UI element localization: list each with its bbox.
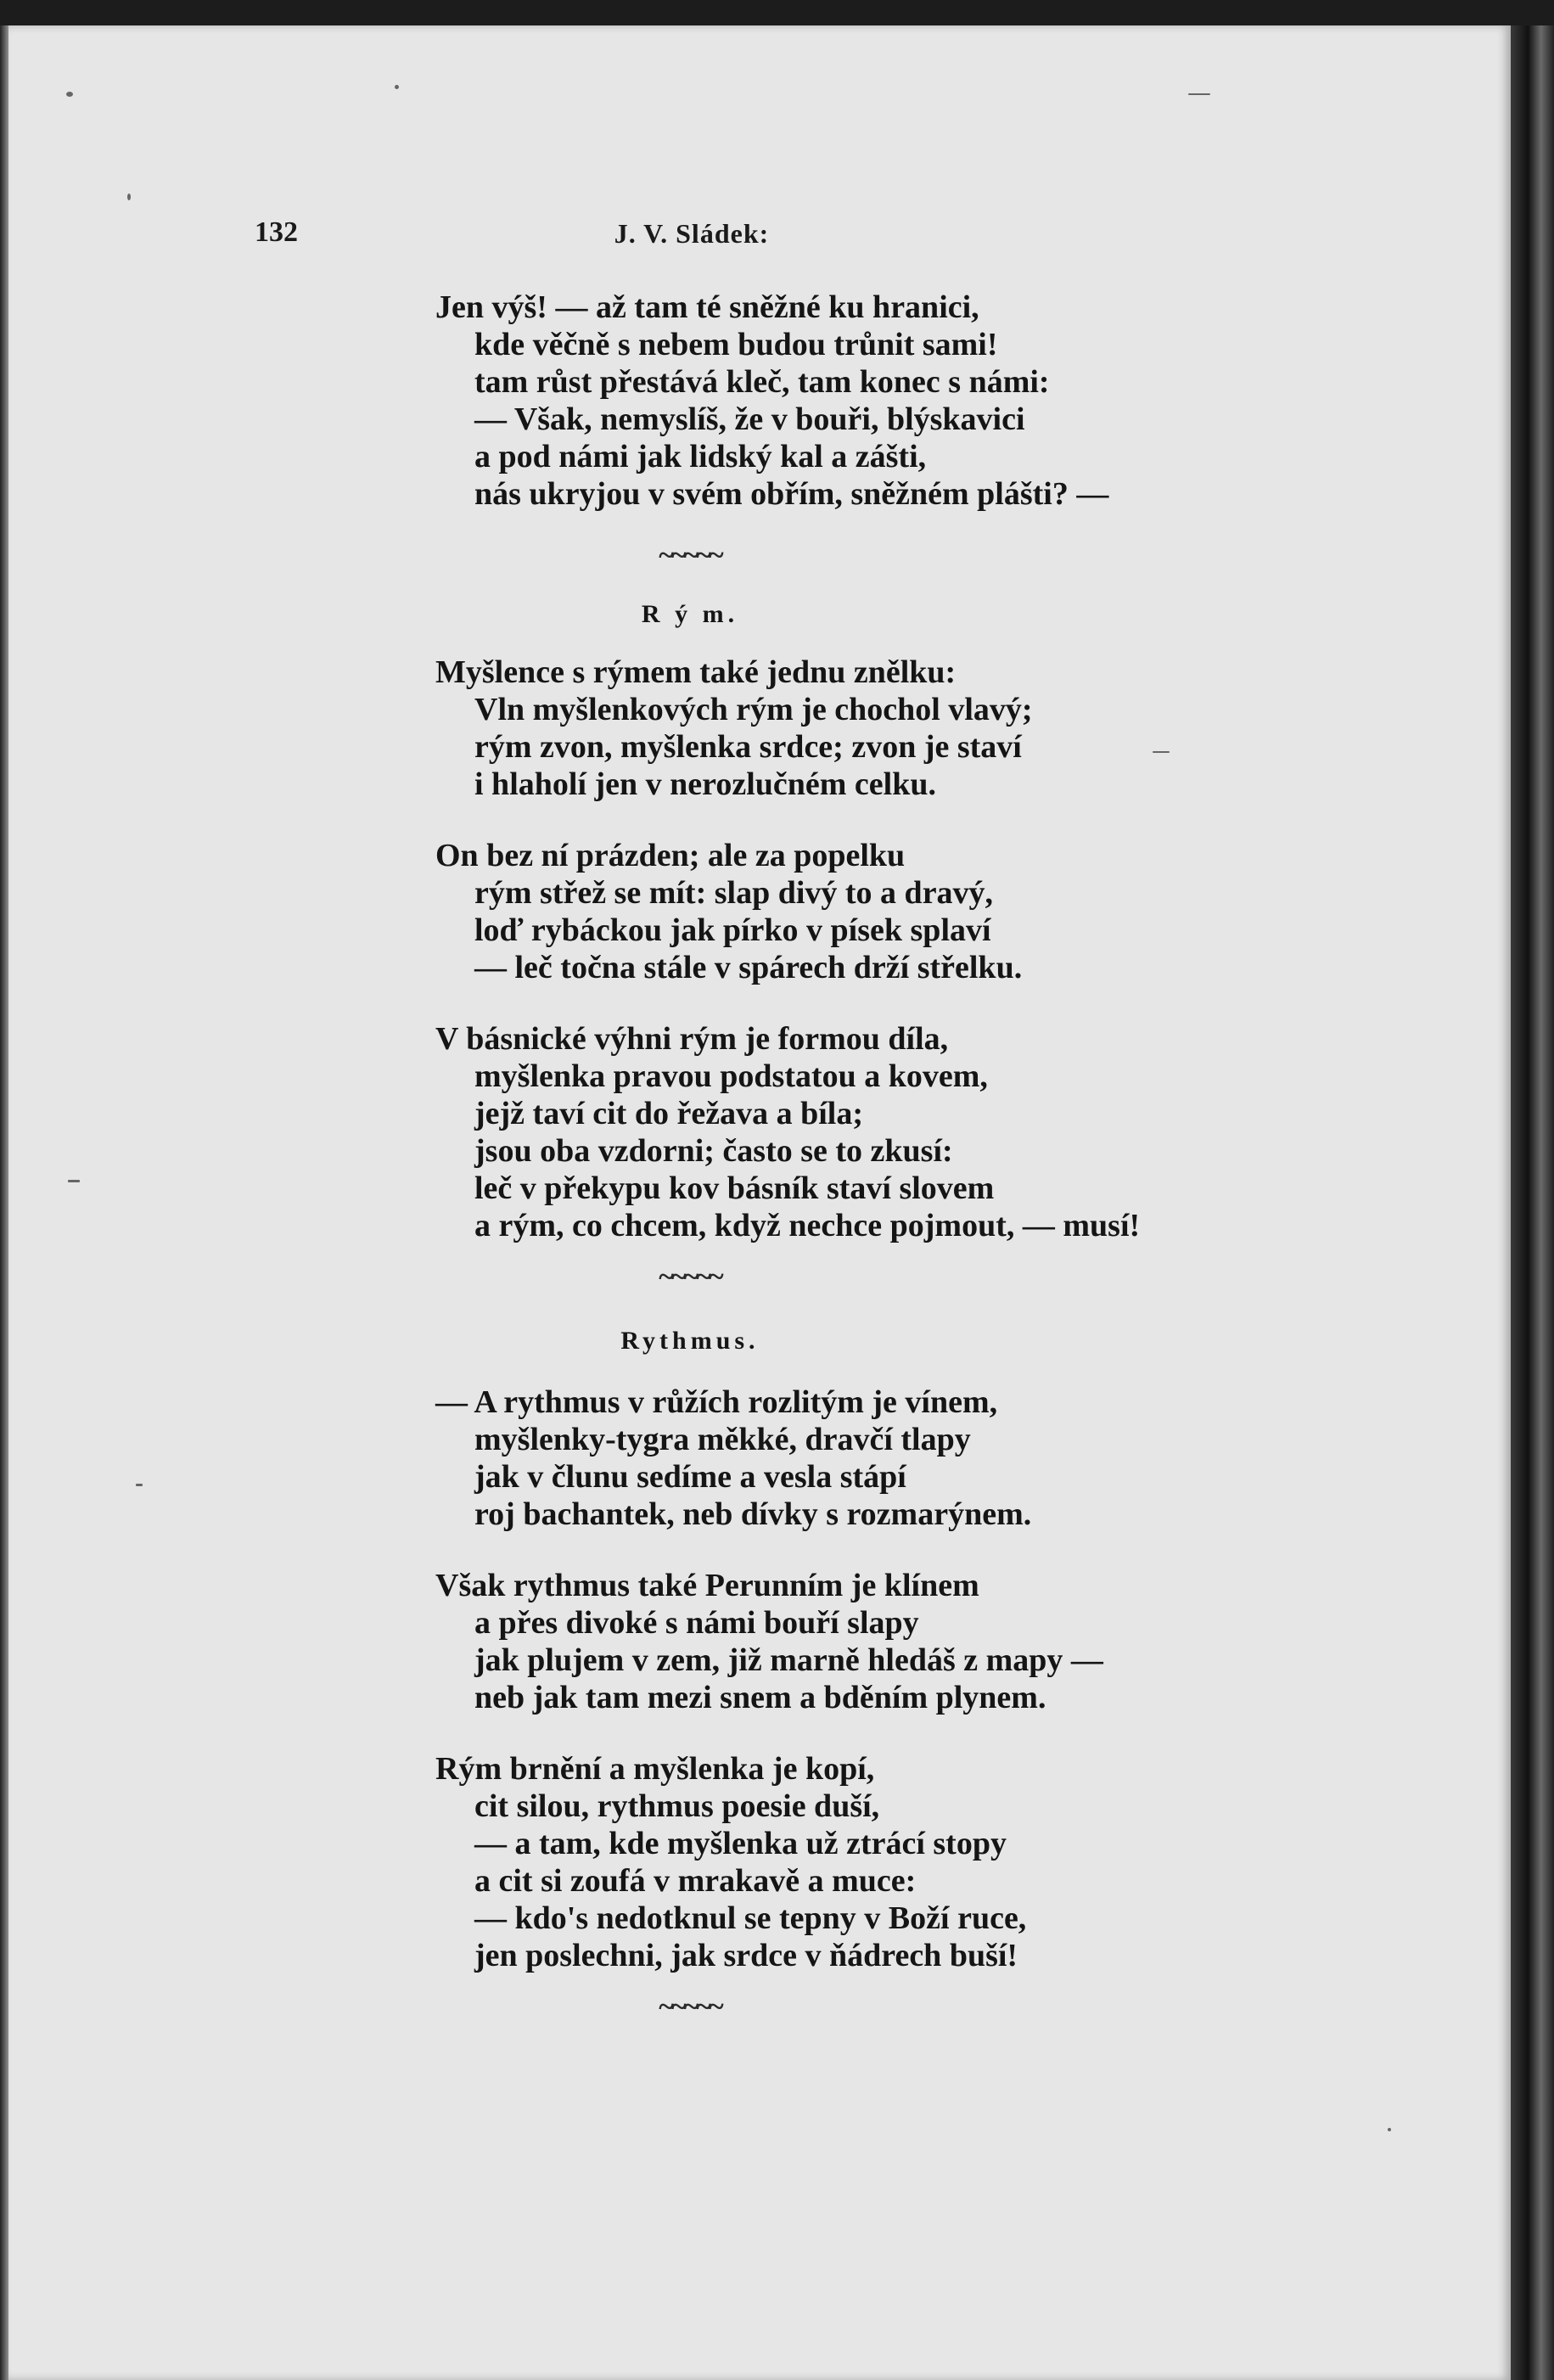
verse-line: cit silou, rythmus poesie duší, [474,1788,880,1824]
paper-speck [127,194,131,200]
verse-line: — a tam, kde myšlenka už ztrácí stopy [474,1826,1007,1861]
verse-line: jen poslechni, jak srdce v ňádrech buší! [474,1938,1018,1973]
ornament-divider: ~~~~~ [659,1261,721,1293]
verse-line: — leč točna stále v spárech drží střelku. [474,950,1023,985]
paper-speck [1188,93,1210,95]
paper-speck [66,92,73,97]
paper-speck [68,1180,80,1182]
stanza-rym-2 [435,837,1284,986]
running-head [255,216,1273,259]
verse-line: — Však, nemyslíš, že v bouři, blýskavici [474,401,1025,437]
stanza-gap [435,986,1284,1020]
verse-line: — kdo's nedotknul se tepny v Boží ruce, [474,1900,1027,1936]
verse-line: rým střež se mít: slap divý to a dravý, [474,875,994,911]
verse-line: a přes divoké s námi bouří slapy [474,1605,919,1641]
verse-line: loď rybáckou jak pírko v písek splaví [474,912,991,948]
scan-right-edge [1511,25,1554,2380]
verse-line: a rým, co chcem, když nechce pojmout, — musí! [474,1208,1141,1243]
verse-line: Rým brnění a myšlenka je kopí, [435,1751,875,1787]
verse-line: tam růst přestává kleč, tam konec s námi: [474,364,1050,400]
verse-line: roj bachantek, neb dívky s rozmarýnem. [474,1496,1032,1532]
stanza-rym-3 [435,1020,1284,1244]
verse-line: nás ukryjou v svém obřím, sněžném plášti? — [474,476,1109,512]
stanza-rythmus-2 [435,1567,1284,1716]
verse-line: — A rythmus v růžích rozlitým je vínem, [435,1384,998,1420]
verse-line: Vln myšlenkových rým je chochol vlavý; [474,692,1033,727]
verse-line: leč v překypu kov básník staví slovem [474,1170,995,1206]
stanza-gap [435,1716,1284,1750]
verse-line: jejž taví cit do řežava a bíla; [474,1096,863,1131]
section-title-rym: R ý m. [641,600,739,628]
stanza-rym-1 [435,654,1284,803]
verse-line: rým zvon, myšlenka srdce; zvon je staví [474,729,1022,765]
poem-text [435,289,1284,2037]
stanza-rythmus-1 [435,1384,1284,1533]
running-title: J. V. Sládek: [614,218,770,249]
paper-speck [1388,2128,1391,2131]
section-title-rythmus: Rythmus. [620,1327,760,1355]
verse-line: jak plujem v zem, již marně hledáš z mapy — [474,1642,1103,1678]
page-number: 132 [255,216,298,248]
verse-line: a pod námi jak lidský kal a zášti, [474,439,927,474]
stanza-gap [435,1533,1284,1567]
verse-line: neb jak tam mezi snem a bděním plynem. [474,1680,1046,1715]
verse-line: a cit si zoufá v mrakavě a muce: [474,1863,917,1899]
verse-line: myšlenka pravou podstatou a kovem, [474,1058,988,1094]
verse-line: kde věčně s nebem budou trůnit sami! [474,327,998,362]
verse-line: Však rythmus také Perunním je klínem [435,1568,979,1603]
verse-line: myšlenky-tygra měkké, dravčí tlapy [474,1422,971,1457]
verse-line: Jen výš! — až tam té sněžné ku hranici, [435,289,979,325]
paper-speck [136,1484,143,1486]
verse-line: On bez ní prázden; ale za popelku [435,838,906,873]
verse-line: i hlaholí jen v nerozlučném celku. [474,766,936,802]
verse-line: V básnické výhni rým je formou díla, [435,1021,949,1057]
ornament-divider: ~~~~~ [659,540,721,571]
verse-line: jak v člunu sedíme a vesla stápí [474,1459,906,1495]
verse-line: jsou oba vzdorni; často se to zkusí: [474,1133,953,1169]
ornament-divider: ~~~~~ [659,1991,721,2023]
stanza-opening [435,289,1284,513]
verse-line: Myšlence s rýmem také jednu znělku: [435,654,957,690]
stanza-rythmus-3 [435,1750,1284,1974]
paper-speck [395,85,399,89]
stanza-gap [435,803,1284,837]
